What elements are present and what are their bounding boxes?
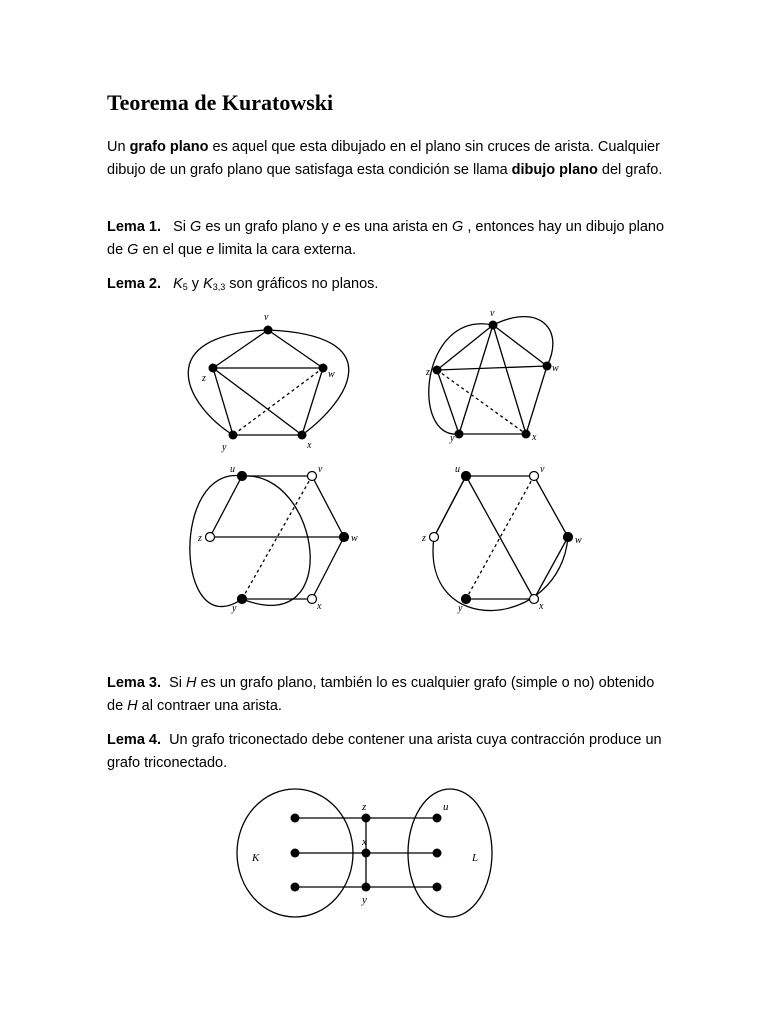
svg-text:w: w (328, 369, 335, 380)
svg-text:x: x (317, 601, 322, 612)
svg-text:u: u (443, 801, 449, 813)
svg-text:K: K (252, 852, 260, 864)
svg-text:z: z (426, 367, 430, 378)
svg-text:z: z (202, 373, 206, 384)
page-title: Teorema de Kuratowski (107, 90, 334, 115)
svg-text:y: y (450, 433, 455, 444)
lemma-1: Lema 1. Si G es un grafo plano y e es una arista en G , entonces hay un dibujo plano de G en el que e limita la cara externa. (107, 219, 665, 258)
svg-text:v: v (540, 464, 545, 475)
svg-text:u: u (230, 464, 235, 475)
lemma-4: Lema 4. Un grafo triconectado debe contener una arista cuya contracción produce un grafo triconectado. (107, 732, 662, 771)
svg-text:x: x (532, 432, 537, 443)
svg-text:v: v (490, 308, 495, 319)
svg-text:z: z (198, 533, 202, 544)
svg-text:u: u (455, 464, 460, 475)
lemma-3: Lema 3. Si H es un grafo plano, también lo es cualquier grafo (simple o no) obtenido de H al contraer una arista. (107, 675, 655, 714)
svg-text:z: z (422, 533, 426, 544)
svg-text:v: v (318, 464, 323, 475)
svg-text:v: v (264, 312, 269, 323)
svg-text:y: y (362, 894, 367, 906)
svg-text:w: w (575, 535, 582, 546)
svg-text:z: z (362, 801, 367, 813)
svg-text:y: y (232, 603, 237, 614)
svg-text:y: y (222, 442, 227, 453)
intro-paragraph: Un grafo plano es aquel que esta dibujado en el plano sin cruces de arista. Cualquier dibujo de un grafo plano que satisfaga esta condición se llama dibujo plano del grafo. (107, 139, 663, 178)
svg-text:x: x (539, 601, 544, 612)
svg-text:w: w (552, 363, 559, 374)
svg-text:L: L (472, 852, 479, 864)
svg-text:y: y (458, 603, 463, 614)
lemma-2: Lema 2. $K_5$ y $K_{3,3}$ son gráficos no planos. (107, 276, 379, 292)
svg-text:x: x (362, 836, 367, 848)
svg-text:w: w (351, 533, 358, 544)
svg-text:x: x (307, 440, 312, 451)
